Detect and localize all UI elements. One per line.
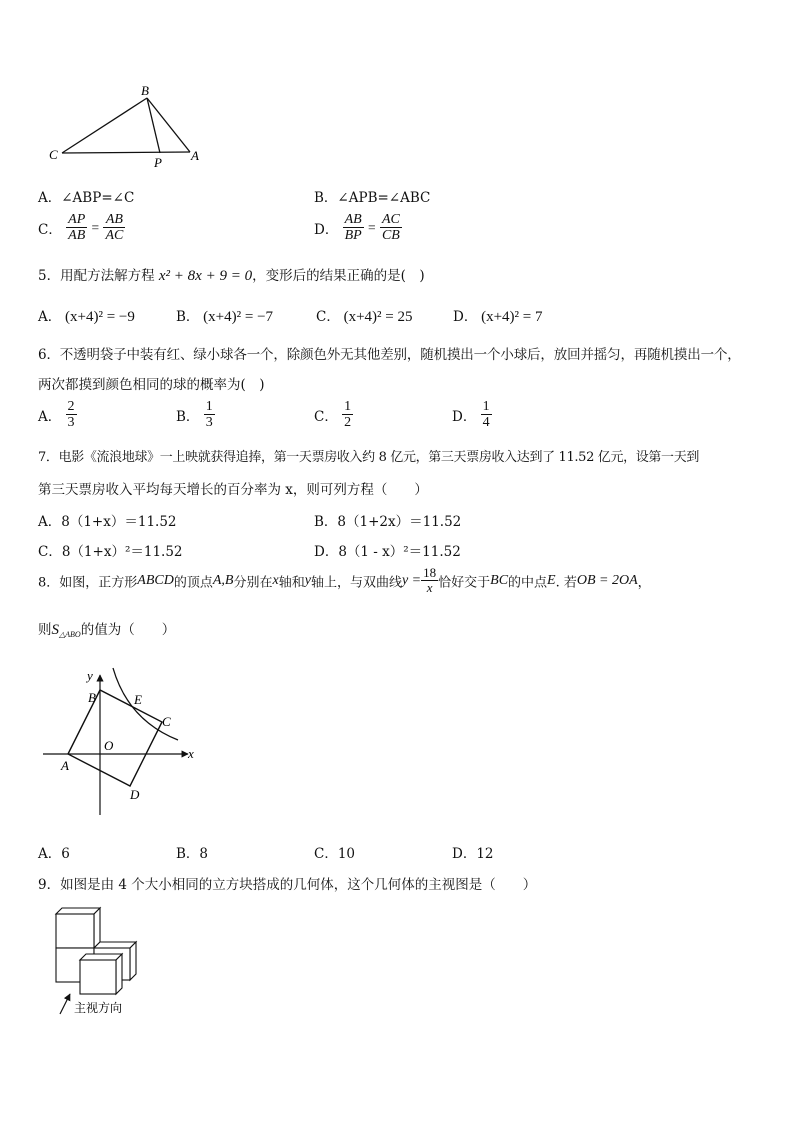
q8-option-b[interactable]: B．8	[176, 846, 209, 862]
q5-option-b[interactable]: B． (x+4)² = −7	[176, 309, 274, 325]
fraction: $\frac{AP}{AB}$	[68, 212, 86, 244]
fraction: $\frac{2}{3}$	[67, 399, 75, 431]
fraction: $\frac{18}{x}$	[423, 565, 437, 596]
q7-line-1: 7．电影《流浪地球》一上映就获得追捧，第一天票房收入约 8 亿元，第三天票房收入达到了 11.52 亿元，设第一天到	[38, 450, 699, 465]
question-8: 8．如图，正方形ABCD的顶点A,B分别在x轴和y轴上，与双曲线y = $\frac{18}{x}$ 恰好交于BC的中点E. 若OB = 2OA，	[38, 565, 651, 596]
svg-text:D: D	[130, 787, 140, 802]
fraction: $\frac{1}{3}$	[205, 399, 213, 431]
q8-option-d[interactable]: D．12	[452, 846, 494, 862]
svg-text:B: B	[88, 690, 96, 705]
option-letter: D．	[314, 221, 339, 238]
q5-option-d[interactable]: D． (x+4)² = 7	[453, 309, 543, 325]
q5-text-before: 用配方法解方程	[60, 268, 155, 284]
fraction: $\frac{AB}{AC}$	[105, 212, 124, 244]
q7-option-b[interactable]: B．8（1+2x）＝11.52	[314, 514, 462, 530]
q6-option-b[interactable]: B． $\frac{1}{3}$	[176, 399, 213, 431]
question-8-line-2: 则$S_{\triangle ABO}$的值为（ ）	[38, 622, 176, 639]
option-text: ∠ABP=∠C	[61, 190, 135, 206]
fraction: $\frac{AC}{CB}$	[381, 212, 400, 244]
q7-option-c[interactable]: C．8（1+x）²＝11.52	[38, 544, 183, 560]
q5-text-after: ，变形后的结果正确的是( )	[252, 268, 425, 284]
triangle-figure	[40, 80, 220, 170]
q8-option-c[interactable]: C．10	[314, 846, 356, 862]
q6-line-1: 6．不透明袋子中装有红、绿小球各一个，除颜色外无其他差别，随机摸出一个小球后，放回并摇匀，再随机摸出一个，	[38, 347, 741, 363]
q6-option-a[interactable]: A． $\frac{2}{3}$	[38, 399, 75, 431]
option-text: ∠APB=∠ABC	[337, 190, 431, 206]
svg-text:O: O	[104, 738, 114, 753]
label-c: C	[49, 147, 58, 162]
q4-option-a[interactable]	[38, 186, 134, 206]
fraction: $\frac{1}{2}$	[344, 399, 352, 431]
q7-line-2: 第三天票房收入平均每天增长的百分率为 x，则可列方程（ ）	[38, 482, 428, 498]
question-9: 9．如图是由 4 个大小相同的立方块搭成的几何体，这个几何体的主视图是（ ）	[38, 877, 537, 893]
q4-option-d[interactable]: D． $\frac{AB}{BP}$ = $\frac{AC}{CB}$	[314, 212, 400, 244]
q7-option-d[interactable]: D．8（1 - x）²＝11.52	[314, 544, 461, 560]
q6-option-c[interactable]: C． $\frac{1}{2}$	[314, 399, 352, 431]
q6-option-d[interactable]: D． $\frac{1}{4}$	[452, 399, 490, 431]
svg-text:x: x	[188, 746, 194, 761]
svg-text:A: A	[61, 758, 69, 773]
cubes-figure	[40, 900, 150, 1020]
q5-number: 5．	[38, 268, 61, 284]
svg-text:C: C	[162, 714, 171, 729]
option-letter: B．	[314, 190, 338, 206]
square-hyperbola-figure	[38, 660, 208, 820]
q8-option-a[interactable]: A．6	[38, 846, 70, 862]
fraction: $\frac{AB}{BP}$	[344, 212, 362, 244]
figure-caption: 主视方向	[74, 1001, 123, 1015]
q5-option-c[interactable]: C． (x+4)² = 25	[316, 309, 413, 325]
q4-option-c[interactable]: C． $\frac{AP}{AB}$ = $\frac{AB}{AC}$	[38, 212, 124, 244]
q6-line-2: 两次都摸到颜色相同的球的概率为( )	[38, 377, 265, 393]
label-p: P	[154, 155, 162, 170]
svg-text:E: E	[134, 692, 142, 707]
option-letter: C．	[38, 221, 62, 238]
q7-option-a[interactable]: A．8（1+x）＝11.52	[38, 514, 177, 530]
question-5	[38, 264, 425, 285]
svg-text:y: y	[87, 668, 93, 683]
fraction: $\frac{1}{4}$	[482, 399, 490, 431]
q5-equation: x² + 8x + 9 = 0	[158, 268, 253, 284]
q4-option-b[interactable]	[314, 186, 430, 206]
q5-option-a[interactable]: A． (x+4)² = −9	[38, 309, 135, 325]
label-a: A	[191, 148, 199, 163]
label-b: B	[141, 83, 149, 98]
option-letter: A．	[38, 190, 62, 206]
